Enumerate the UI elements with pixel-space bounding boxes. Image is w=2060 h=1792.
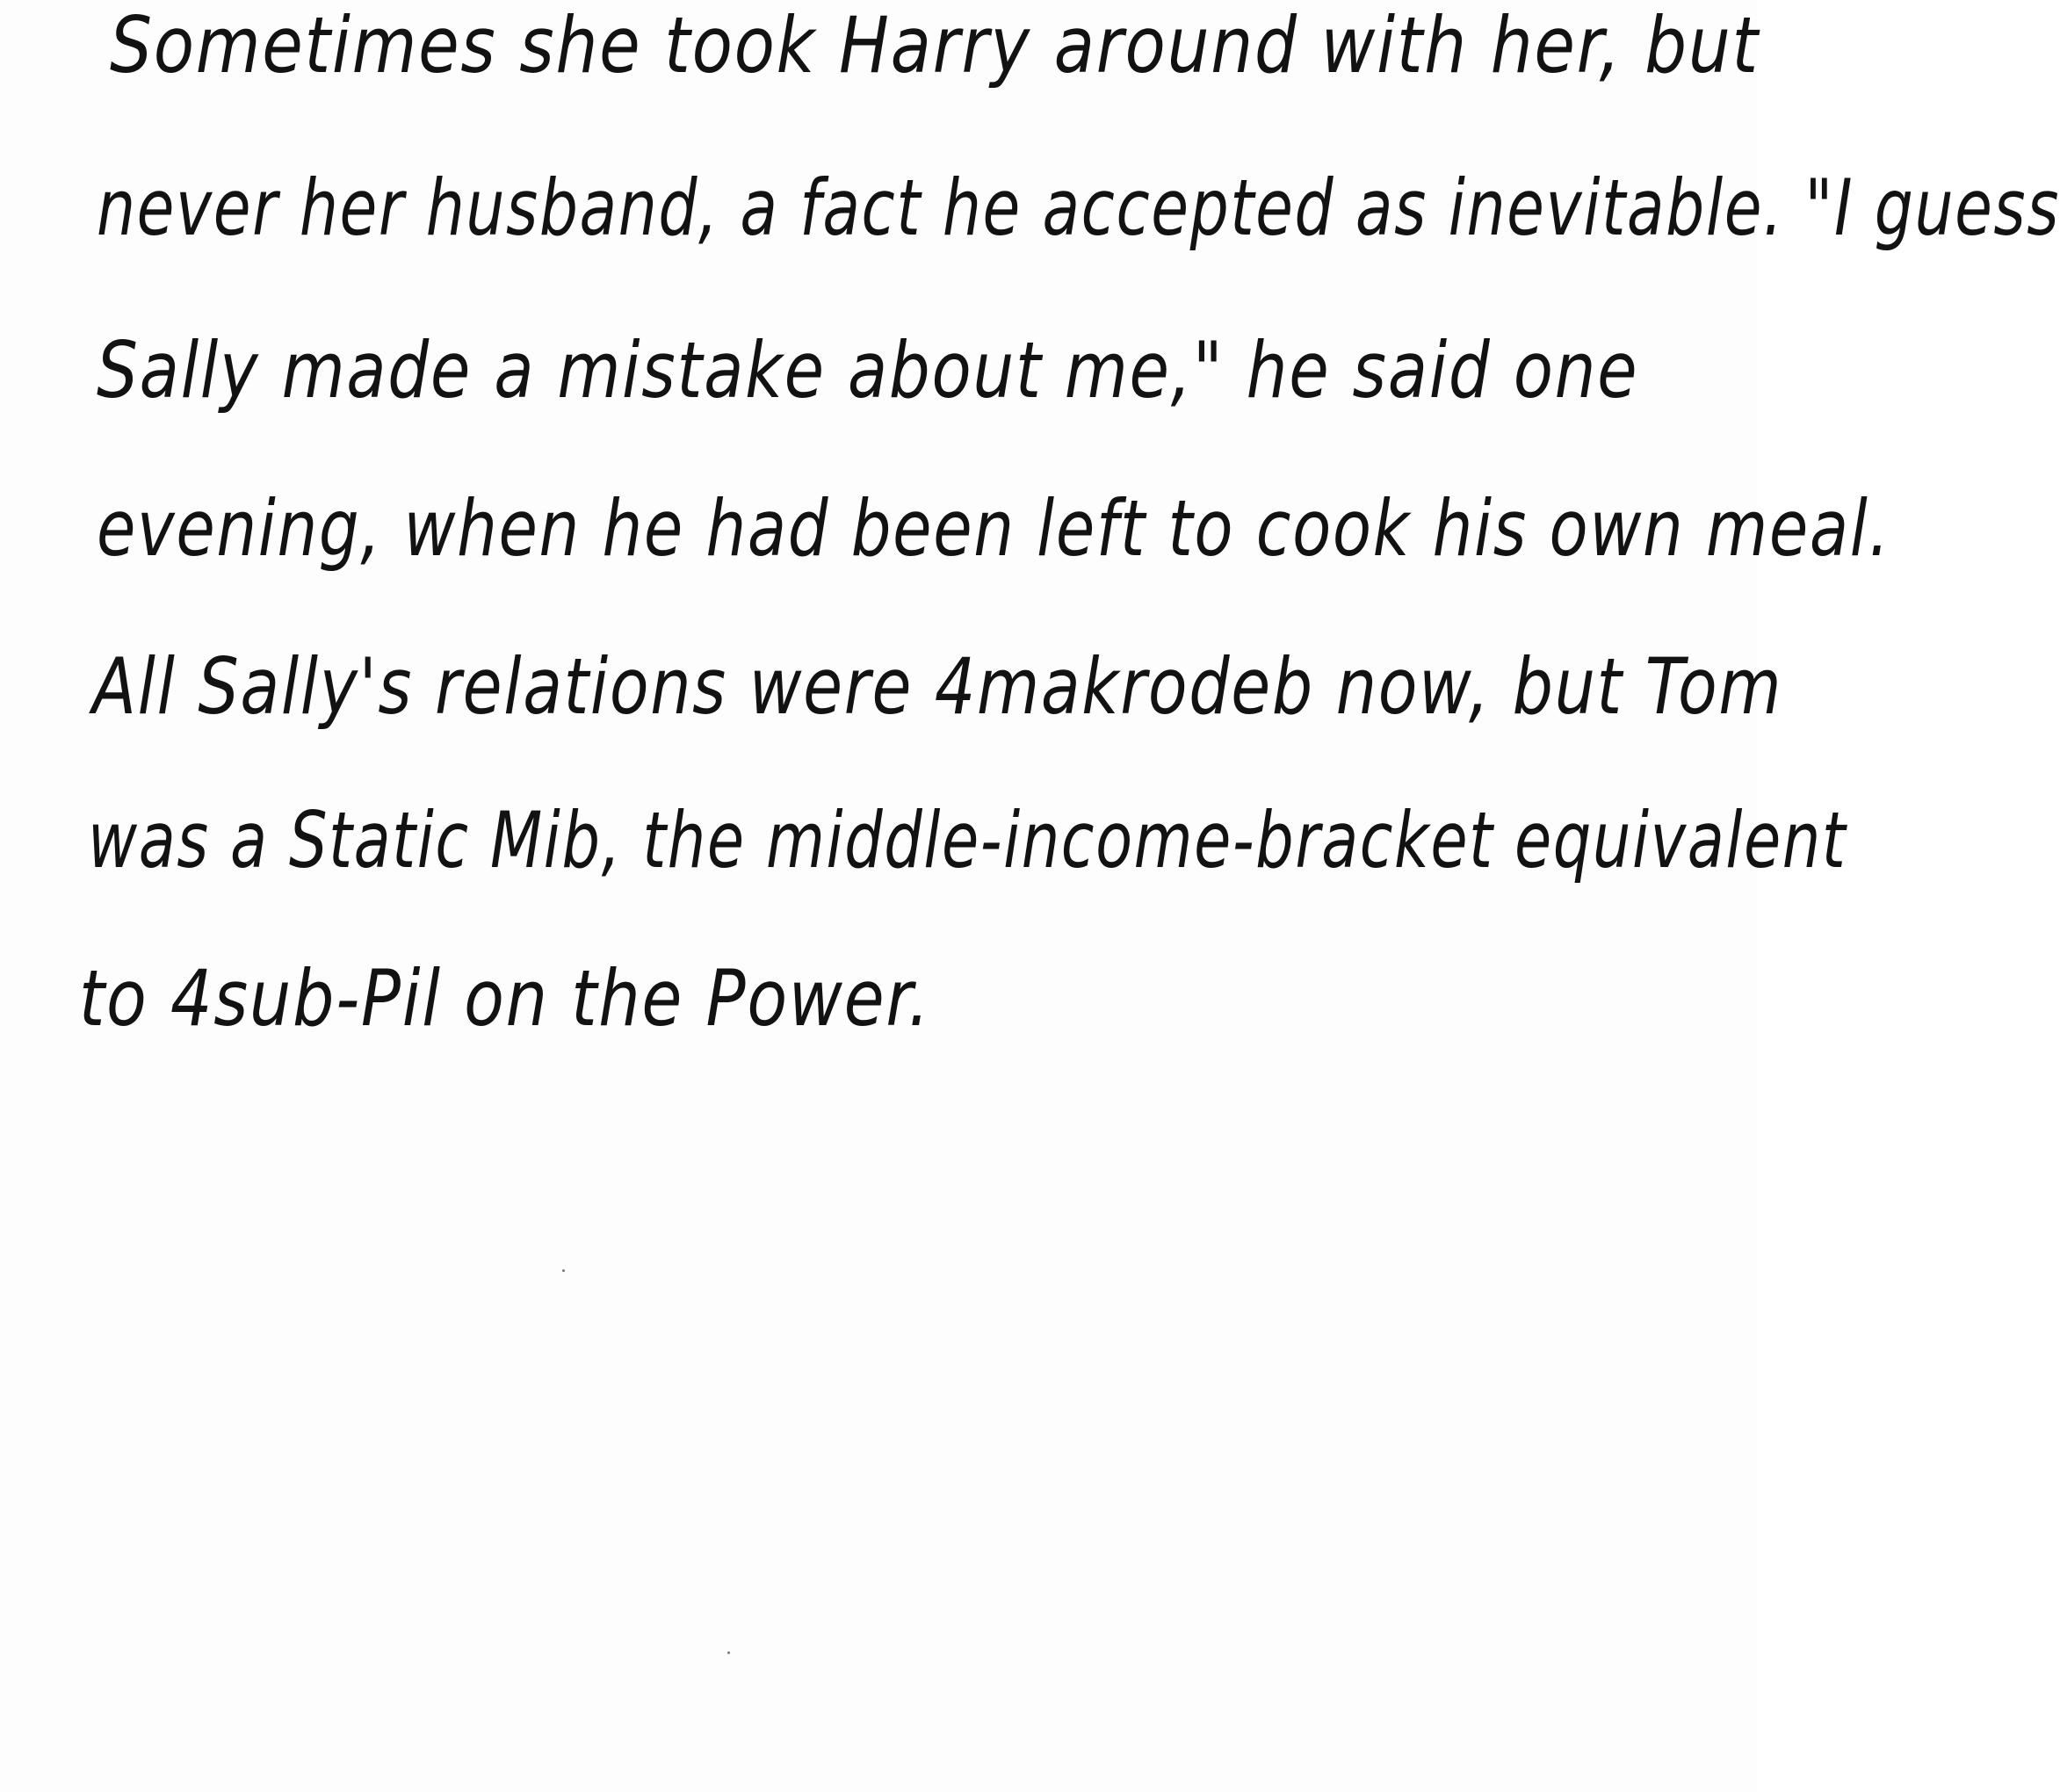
text-line-1: Sometimes she took Harry around with her, but: [110, 0, 1760, 90]
text-line-5: All Sally's relations were 4makrodeb now, but Tom: [92, 641, 1783, 732]
text-line-3: Sally made a mistake about me," he said one: [97, 325, 1639, 415]
paper-speck: [562, 1269, 565, 1272]
text-line-6: was a Static Mib, the middle-income-bracket equivalent: [88, 795, 1847, 885]
text-line-7: to 4sub-Pil on the Power.: [79, 953, 931, 1044]
paper-speck: [727, 1651, 730, 1654]
text-line-4: evening, when he had been left to cook his own meal.: [97, 483, 1891, 574]
text-line-2: never her husband, a fact he accepted as inevitable. "I guess: [97, 163, 2060, 253]
